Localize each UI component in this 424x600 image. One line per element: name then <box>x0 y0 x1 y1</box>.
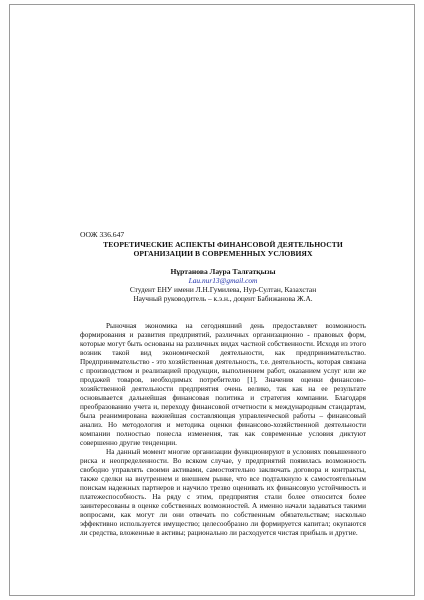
article-body <box>80 230 366 537</box>
title-line-1: ТЕОРЕТИЧЕСКИЕ АСПЕКТЫ ФИНАНСОВОЙ ДЕЯТЕЛЬНОСТИ <box>103 240 343 249</box>
paragraph-1: Рыночная экономика на сегодняшний день предоставляет возможность формирования и развития предприятий, различных организационно - правовых форм, которые могут быть основаны на различных видах частной собственности. Исходя из этого возник такой вид экономической деятельности, как предпринимательство. Предпринимательство - это хозяйственная деятельность, т.е. деятельность, которая связана с производством и реализацией продукции, выполнением работ, оказанием услуг или же продажей товаров, необходимых потребителю [1]. Значения оценки финансово-хозяйственной деятельности предприятия очень велико, так как на ее результате основывается дальнейшая финансовая политика и стратегия компании. Благодаря преобразованию учета и, переходу финансовой отчетности к международным стандартам, была реанимирована важнейшая составляющая управленческой работы – финансовый анализ. Но методология и методика оценки финансово-хозяйственной деятельности компании полностью понесла изменения, так как современные условия диктуют совершенно другие тенденции. <box>80 321 366 447</box>
document-page <box>9 4 415 596</box>
author-name: Нұртанова Лаура Талғатқызы <box>170 267 276 276</box>
udc-code: ООЖ 336.647 <box>80 230 125 239</box>
title-line-2: ОРГАНИЗАЦИИ В СОВРЕМЕННЫХ УСЛОВИЯХ <box>133 249 313 258</box>
paragraph-2: На данный момент многие организации функционируют в условиях повышенного риска и неопределенности. Во всяком случае, у предприятий появилась возможность свободно управлять своими активами, самостоятельно заключать договора и контракты, также сделки на внутреннем и внешнем рынке, что все подталкнуло к самостоятельным поискам надежных партнеров и научило трезво оценивать их финансовую устойчивость и платежеспособность. На ряду с этим, предприятия стали более относится более заинтересованы в оценке собственных возможностей. А именно начали задаваться такими вопросами, как могут ли они отвечать по собственным обязательствам; насколько эффективно используется имущество; целесообразно ли формируется капитал; окупаются ли средства, вложенные в активы; рационально ли расходуется чистая прибыль и другие. <box>80 447 366 537</box>
scientific-advisor: Научный руководитель – к.э.н., доцент Бабижанова Ж.А. <box>133 294 313 303</box>
author-email[interactable]: Lau.nur13@gmail.com <box>188 276 258 285</box>
author-affiliation: Студент ЕНУ имени Л.Н.Гумилева, Нур-Султан, Казахстан <box>129 285 317 294</box>
